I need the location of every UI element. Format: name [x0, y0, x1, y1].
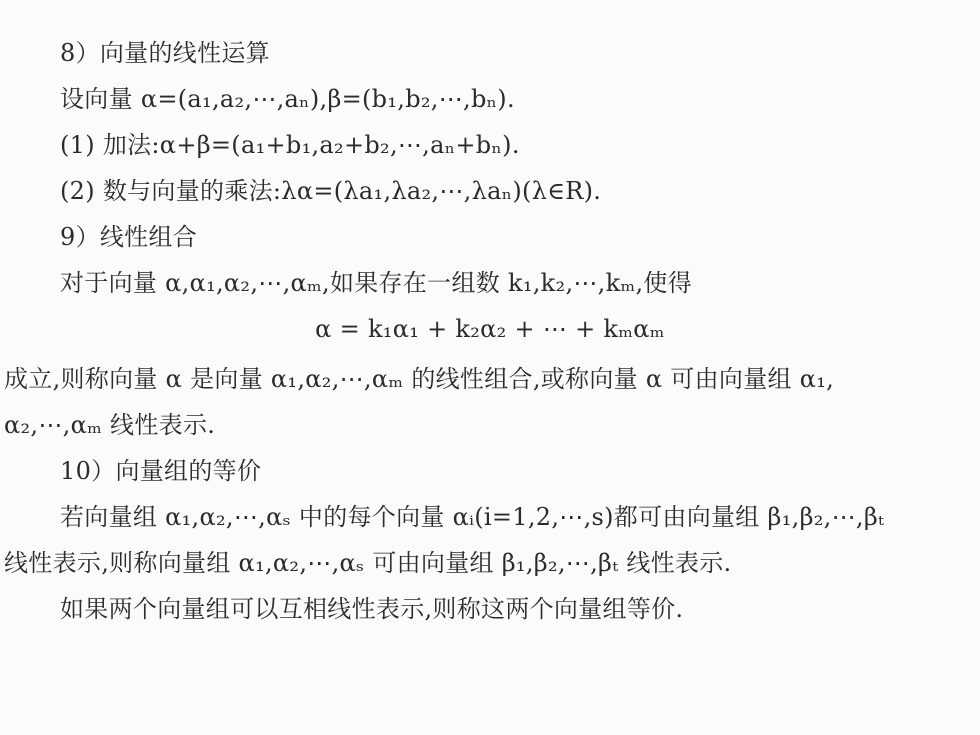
paragraph-addition: (1) 加法:α+β=(a₁+b₁,a₂+b₂,⋯,aₙ+bₙ). [60, 131, 520, 159]
paragraph-scalar-multiplication: (2) 数与向量的乘法:λα=(λa₁,λa₂,⋯,λaₙ)(λ∈R). [60, 177, 602, 205]
equation-linear-combination: α = k₁α₁ + k₂α₂ + ⋯ + kₘαₘ [315, 315, 665, 343]
paragraph-linear-combination-intro: 对于向量 α,α₁,α₂,⋯,αₘ,如果存在一组数 k₁,k₂,⋯,kₘ,使得 [60, 269, 692, 297]
paragraph-equivalence-conclusion: 如果两个向量组可以互相线性表示,则称这两个向量组等价. [60, 595, 684, 623]
paragraph-linear-combination-def: 成立,则称向量 α 是向量 α₁,α₂,⋯,αₘ 的线性组合,或称向量 α 可由向量组 α₁, [4, 365, 835, 393]
heading-linear-combination: 9）线性组合 [60, 223, 198, 251]
heading-linear-operations: 8）向量的线性运算 [60, 39, 270, 67]
paragraph-equivalence-def: 若向量组 α₁,α₂,⋯,αₛ 中的每个向量 αᵢ(i=1,2,⋯,s)都可由向量组 β₁,β₂,⋯,βₜ [60, 503, 885, 531]
heading-equivalence: 10）向量组的等价 [60, 457, 262, 485]
paragraph-equivalence-def-cont: 线性表示,则称向量组 α₁,α₂,⋯,αₛ 可由向量组 β₁,β₂,⋯,βₜ 线性表示. [4, 549, 732, 577]
paragraph-linear-combination-def-cont: α₂,⋯,αₘ 线性表示. [4, 411, 216, 439]
paragraph-vector-definition: 设向量 α=(a₁,a₂,⋯,aₙ),β=(b₁,b₂,⋯,bₙ). [60, 85, 515, 113]
